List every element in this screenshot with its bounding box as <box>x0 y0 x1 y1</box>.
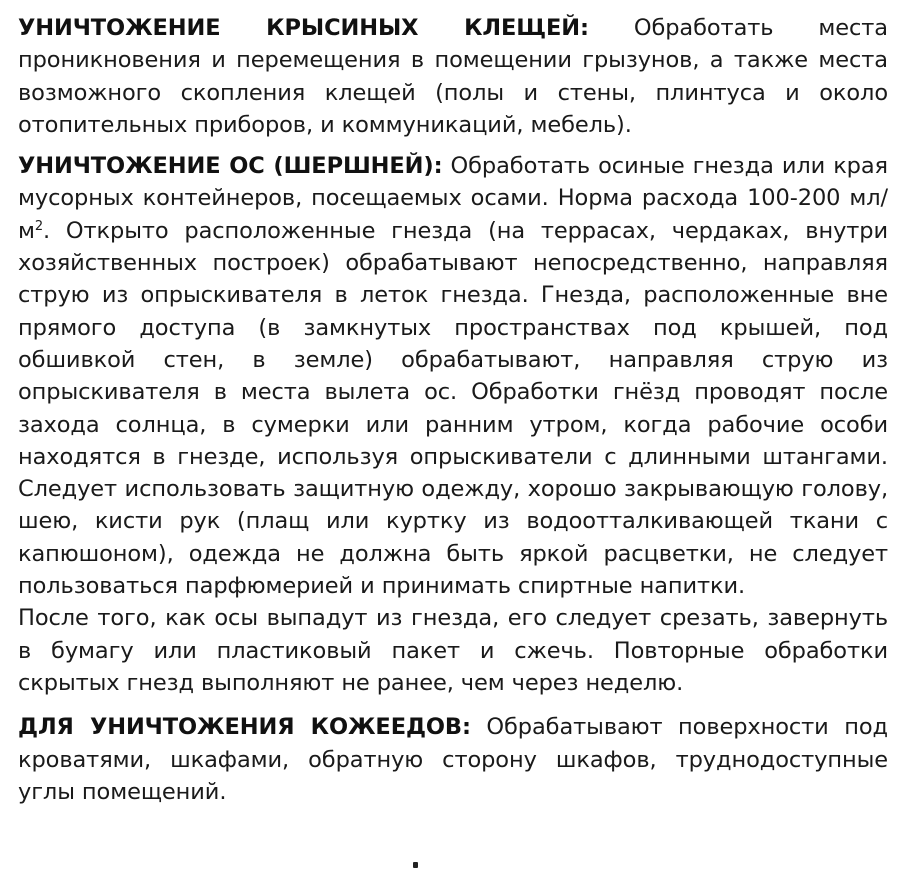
wasps-heading: УНИЧТОЖЕНИЕ ОС (ШЕРШНЕЙ): <box>18 153 443 180</box>
wasps-text-part2: . Открыто расположенные гнезда (на террасах, чердаках, внутри хозяйственных построек) обрабатывают непосредственно, направляя струю из опрыскивателя в леток гнезда. Гнезда, расположенные вне прямого доступа (в замкнутых пространствах под крышей, под обшивкой стен, в земле) обрабатывают, направляя струю из опрыскивателя в места вылета ос. Обработки гнёзд проводят после захода солнца, в сумерки или ранним утром, когда рабочие особи находятся в гнезде, используя опрыскиватели с длинными штангами. Следует использовать защитную одежду, хорошо закрывающую голову, шею, кисти рук (плащ или куртку из водоотталкивающей ткани с капюшоном), одежда не должна быть яркой расцветки, не следует пользоваться парфюмерией и принимать спиртные напитки. <box>18 217 888 600</box>
wasps-text-part1: Обработать осиные гнезда или края мусорных контейнеров, посещаемых осами. Норма расхода 100-200 мл/м <box>18 153 888 244</box>
wasps-paragraph <box>18 150 888 602</box>
rat-mites-text: Обработать места проникновения и перемещения в помещении грызунов, а также места возможного скопления клещей (полы и стены, плинтуса и около отопительных приборов, и коммуникаций, мебель). <box>18 15 888 138</box>
wasps-after-paragraph: После того, как осы выпадут из гнезда, его следует срезать, завернуть в бумагу или пластиковый пакет и сжечь. Повторные обработки скрытых гнезд выполняют не ранее, чем через неделю. <box>18 605 888 696</box>
dermestids-text: Обрабатывают поверхности под кроватями, шкафами, обратную сторону шкафов, труднодоступные углы помещений. <box>18 714 888 805</box>
dermestids-heading: ДЛЯ УНИЧТОЖЕНИЯ КОЖЕЕДОВ: <box>18 714 471 741</box>
square-meter-superscript: 2 <box>34 218 44 234</box>
rat-mites-heading: УНИЧТОЖЕНИЕ КРЫСИНЫХ КЛЕЩЕЙ: <box>18 15 589 41</box>
instruction-text <box>18 12 888 808</box>
rat-mites-paragraph <box>18 12 888 141</box>
dermestids-paragraph <box>18 711 888 808</box>
print-speck <box>413 862 418 868</box>
